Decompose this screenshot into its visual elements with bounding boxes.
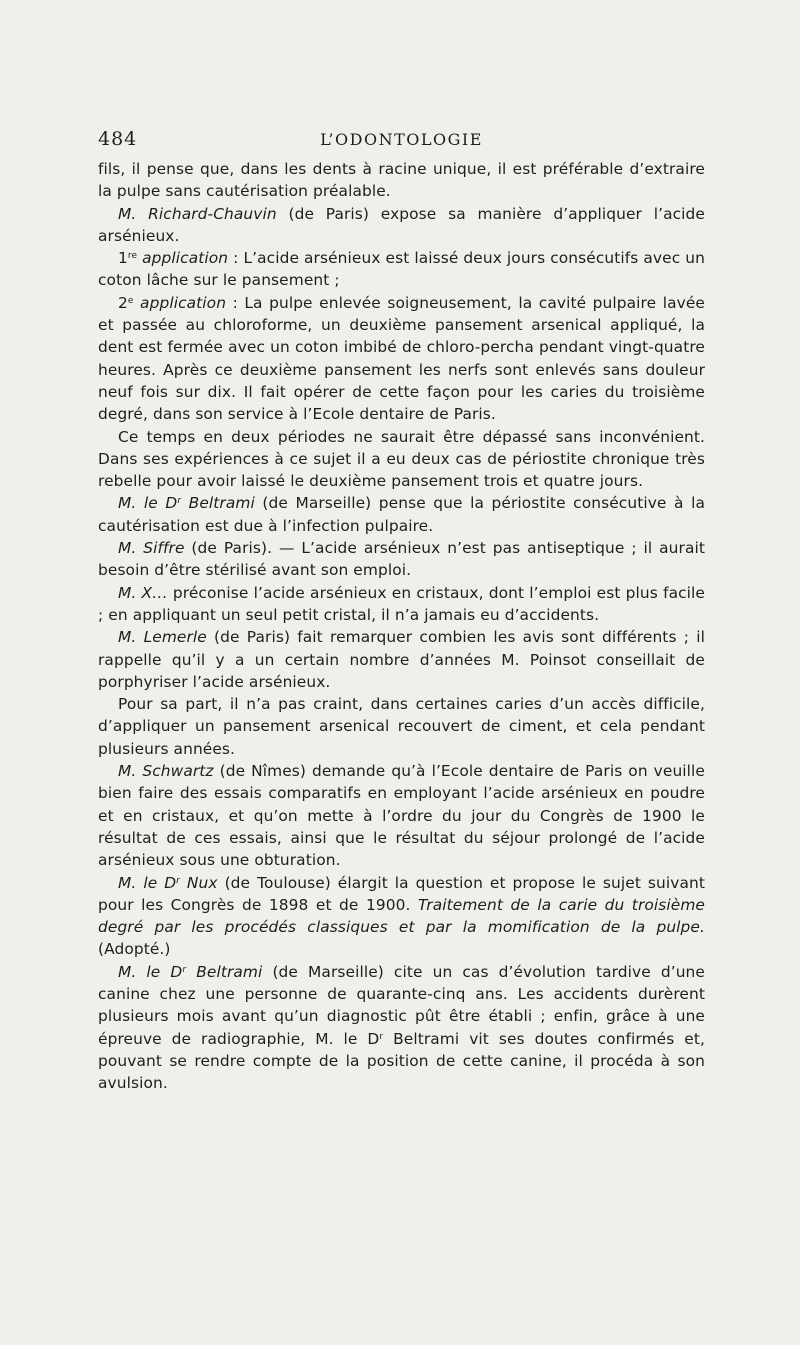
text-run: (de Paris) expose sa manière d’appliquer l’acide arsénieux.	[98, 204, 705, 245]
paragraph	[98, 693, 705, 760]
text-run: Ce temps en deux périodes ne saurait être dépassé sans inconvénient. Dans ses expériences à ce sujet il a eu deux cas de périostite chronique très rebelle pour avoir laissé le deuxième pansement trois et quatre jours.	[98, 427, 705, 491]
paragraph	[98, 158, 705, 203]
text-run: préconise l’acide arsénieux en cristaux, dont l’emploi est plus facile ; en appliquant un seul petit cristal, il n’a jamais eu d’accidents.	[98, 583, 706, 624]
paragraph	[98, 760, 705, 871]
paragraph	[98, 961, 705, 1095]
italic-text: M. X…	[118, 583, 168, 602]
text-run: (de Marseille) cite un cas d’évolution tardive d’une canine chez une personne de quarante-cinq ans. Les accidents durèrent plusieurs mois avant qu’un diagnostic pût être établi ; enfin, grâce à une épreuve de radiographie, M. le D	[98, 962, 705, 1048]
superscript-text: r	[176, 875, 180, 886]
text-run: (de Paris) fait remarquer combien les avis sont différents ; il rappelle qu’il y a un certain nombre d’années M. Poinsot conseillait de porphyriser l’acide arsénieux.	[98, 628, 706, 691]
text-run: (Adopté.)	[98, 940, 171, 959]
text-run: : L’acide arsénieux est laissé deux jours consécutifs avec un coton lâche sur le pansement ;	[98, 249, 705, 290]
italic-text: M. Richard-Chauvin	[118, 204, 277, 223]
page-header	[98, 128, 705, 158]
paragraph	[98, 626, 705, 693]
text-run: (de Marseille) pense que la périostite consécutive à la cautérisation est due à l’infection pulpaire.	[98, 494, 705, 535]
italic-text: application	[137, 249, 229, 268]
italic-text: M. le D	[118, 494, 178, 513]
italic-text: Nux	[179, 873, 218, 892]
superscript-text: r	[177, 496, 182, 507]
italic-text: M. le D	[118, 962, 183, 981]
italic-text: M. Schwartz	[118, 762, 214, 781]
italic-text: M. le D	[118, 873, 177, 892]
text-run: fils, il pense que, dans les dents à racine unique, il est préférable d’extraire la pulpe sans cautérisation préalable.	[98, 160, 705, 201]
italic-text: Beltrami	[181, 494, 255, 513]
italic-text: application	[133, 293, 227, 312]
paragraph	[98, 492, 705, 537]
superscript-text: r	[379, 1031, 384, 1042]
text-run: (de Paris). — L’acide arsénieux n’est pas antiseptique ; il aurait besoin d’être stérilisé avant son emploi.	[98, 539, 705, 580]
running-title: L’ODONTOLOGIE	[320, 130, 483, 149]
text-run: (de Toulouse) élargit la question et propose le sujet suivant pour les Congrès de 1898 et de 1900.	[98, 873, 706, 914]
italic-text: Beltrami	[186, 962, 263, 981]
superscript-text: re	[127, 251, 138, 262]
italic-text: M. Siffre	[118, 539, 185, 558]
paragraph	[98, 582, 705, 627]
text-run: 1	[118, 249, 128, 268]
italic-text: Traitement de la carie du troisième degré par les procédés classiques et par la momification de la pulpe.	[98, 895, 705, 937]
text-run: 2	[118, 293, 128, 312]
paragraph	[98, 203, 705, 248]
paragraph	[98, 292, 705, 426]
superscript-text: r	[182, 964, 187, 975]
paragraph	[98, 537, 705, 582]
paragraph	[98, 872, 705, 961]
paragraph	[98, 426, 705, 493]
page-number: 484	[98, 128, 138, 150]
body-text	[98, 158, 705, 1094]
text-run: : La pulpe enlevée soigneusement, la cavité pulpaire lavée et passée au chloroforme, un deuxième pansement arsenical appliqué, la dent est fermée avec un coton imbibé de chloro-percha pendant vingt-quatre heures. Après ce deuxième pansement les nerfs sont enlevés sans douleur neuf fois sur dix. Il fait opérer de cette façon pour les caries du troisième degré, dans son service à l’Ecole dentaire de Paris.	[98, 293, 705, 424]
text-run: Pour sa part, il n’a pas craint, dans certaines caries d’un accès difficile, d’appliquer un pansement arsenical recouvert de ciment, et cela pendant plusieurs années.	[98, 695, 705, 758]
italic-text: M. Lemerle	[118, 628, 207, 647]
superscript-text: e	[127, 295, 134, 306]
paragraph	[98, 247, 705, 292]
text-run: (de Nîmes) demande qu’à l’Ecole dentaire de Paris on veuille bien faire des essais comparatifs en employant l’acide arsénieux en poudre et en cristaux, et qu’on mette à l’ordre du jour du Congrès de 1900 le résultat de ces essais, ainsi que le résultat du séjour prolongé de l’acide arsénieux sous une obturation.	[98, 762, 705, 870]
text-run: Beltrami vit ses doutes confirmés et, pouvant se rendre compte de la position de cette canine, il procéda à son avulsion.	[98, 1029, 705, 1093]
